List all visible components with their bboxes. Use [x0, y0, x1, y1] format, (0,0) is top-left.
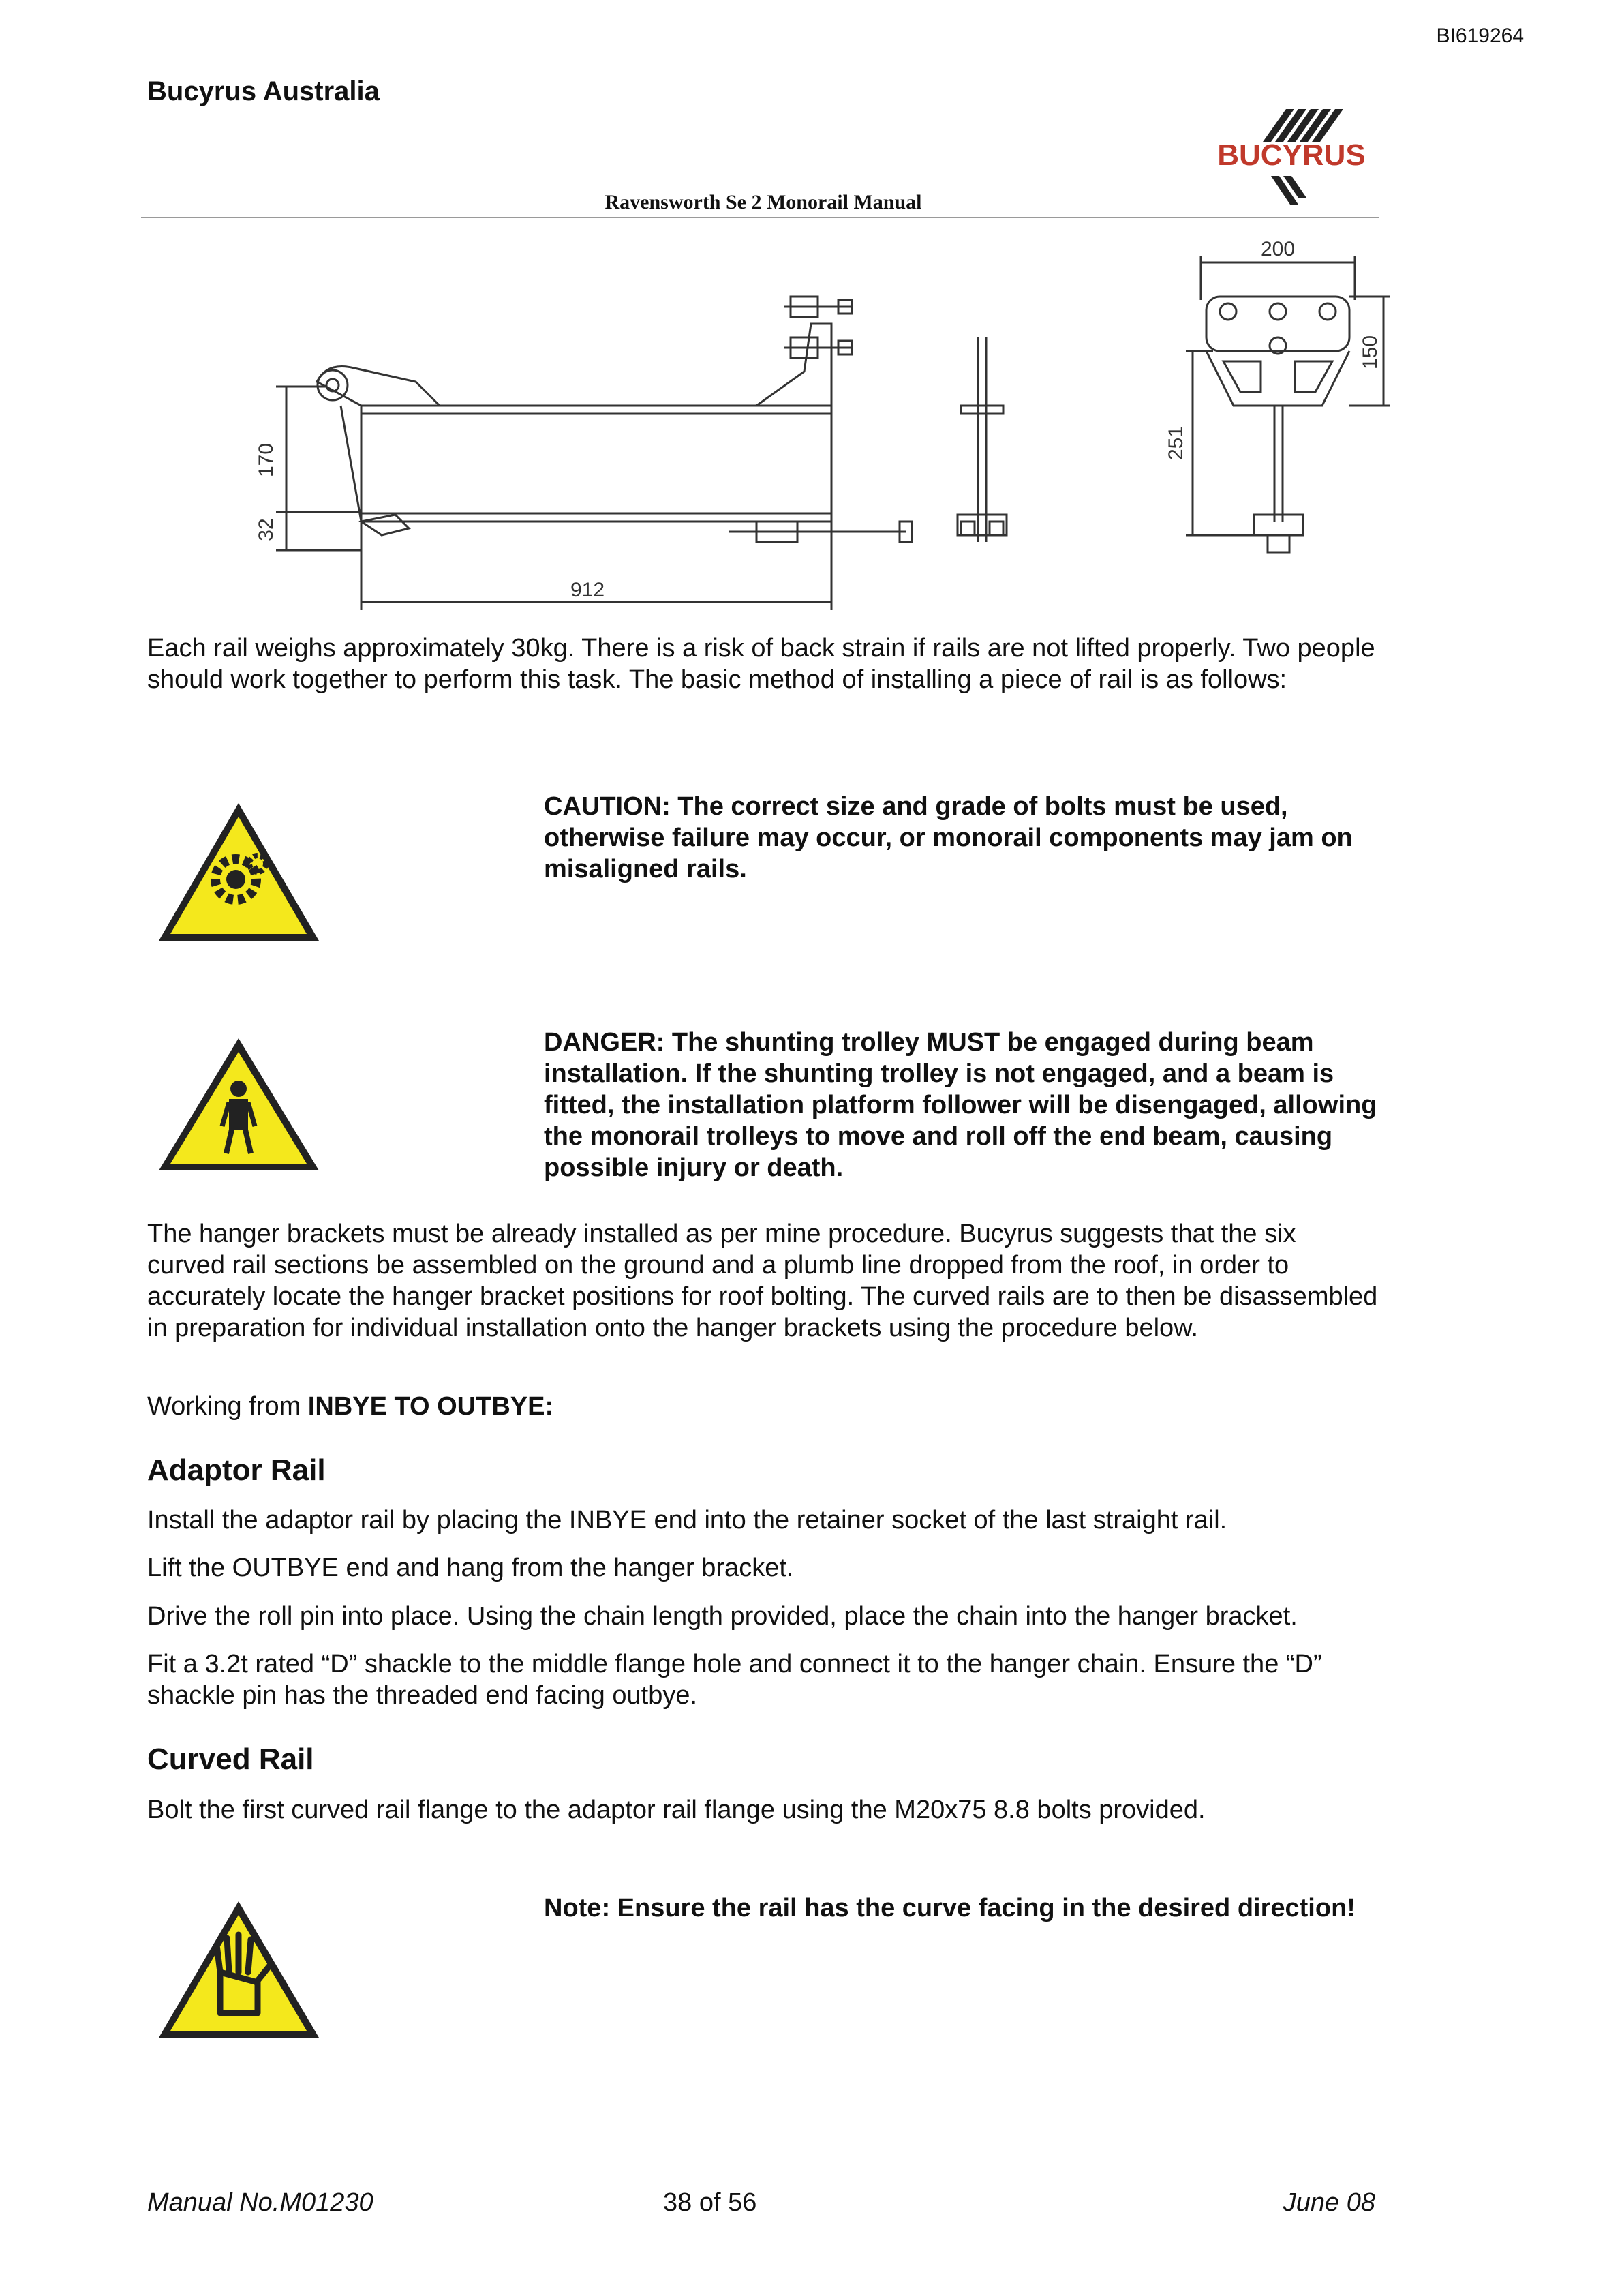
document-id: BI619264 [1436, 25, 1524, 47]
danger-text: DANGER: The shunting trolley MUST be engaged during beam installation. If the shunting trolley is not engaged, and a beam is fitted, the installation platform follower will be disengaged, allowing the monorail trolleys to move and roll off the end beam, causing possible injury or death. [544, 1028, 1377, 1182]
footer-manual-number: Manual No.M01230 [147, 2188, 373, 2217]
danger-person-warning-icon [155, 1034, 322, 1181]
adaptor-rail-heading: Adaptor Rail [147, 1453, 326, 1487]
dim-32: 32 [255, 518, 277, 541]
working-prefix: Working from [147, 1392, 308, 1421]
curved-rail-heading: Curved Rail [147, 1742, 314, 1776]
header-rule [141, 217, 1379, 218]
dim-150: 150 [1359, 335, 1381, 370]
company-name: Bucyrus Australia [147, 76, 380, 106]
footer-date: June 08 [1283, 2188, 1375, 2217]
adaptor-step-2: Lift the OUTBYE end and hang from the hanger bracket. [147, 1554, 794, 1582]
note-text: Note: Ensure the rail has the curve facing in the desired direction! [544, 1894, 1356, 1922]
caution-text: CAUTION: The correct size and grade of bolts must be used, otherwise failure may occur, or monorail components may jam on misaligned rails. [544, 792, 1353, 883]
working-direction-line [147, 1391, 1381, 1422]
adaptor-step-3: Drive the roll pin into place. Using the chain length provided, place the chain into the hanger bracket. [147, 1602, 1298, 1631]
logo-text: BUCYRUS [1217, 138, 1366, 172]
curved-step-1: Bolt the first curved rail flange to the adaptor rail flange using the M20x75 8.8 bolts provided. [147, 1796, 1206, 1824]
intro-paragraph: Each rail weighs approximately 30kg. There is a risk of back strain if rails are not lifted properly. Two people should work together to perform this task. The basic method of installing a piece of rail is as follows: [147, 634, 1375, 694]
footer-page-number: 38 of 56 [663, 2188, 757, 2217]
dim-251: 251 [1165, 425, 1187, 461]
dim-200: 200 [1260, 238, 1296, 260]
adaptor-step-4: Fit a 3.2t rated “D” shackle to the middle flange hole and connect it to the hanger chain. Ensure the “D” shackle pin has the threaded end facing outbye. [147, 1650, 1322, 1710]
hanger-paragraph: The hanger brackets must be already installed as per mine procedure. Bucyrus suggests that the six curved rail sections be assembled on the ground and a plumb line dropped from the roof, in order to accurately locate the hanger bracket positions for roof bolting. The curved rails are to then be disassembled in preparation for individual installation onto the hanger brackets using the procedure below. [147, 1220, 1378, 1342]
dim-170: 170 [255, 442, 277, 478]
adaptor-step-1: Install the adaptor rail by placing the INBYE end into the retainer socket of the last straight rail. [147, 1506, 1227, 1535]
rail-technical-drawing [252, 235, 1397, 624]
note-hand-warning-icon [155, 1897, 322, 2044]
dim-912: 912 [570, 579, 605, 601]
caution-gear-warning-icon [155, 799, 322, 946]
manual-title: Ravensworth Se 2 Monorail Manual [605, 191, 922, 213]
working-direction: INBYE TO OUTBYE: [307, 1392, 554, 1421]
